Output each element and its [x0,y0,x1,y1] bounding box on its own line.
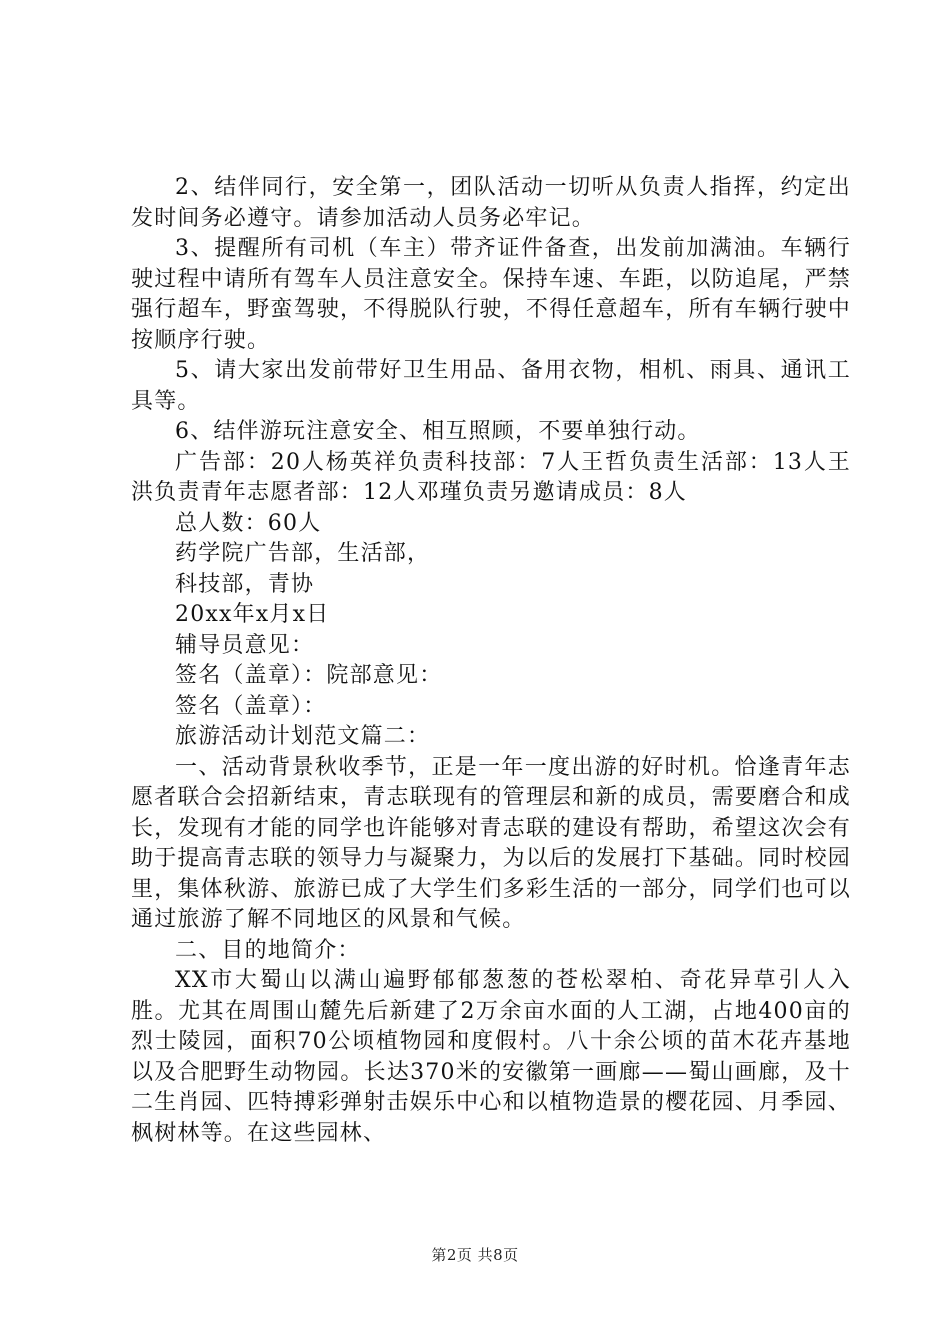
paragraph: 5、请大家出发前带好卫生用品、备用衣物，相机、雨具、通讯工具等。 [131,358,851,414]
paragraph: 一、活动背景秋收季节，正是一年一度出游的好时机。恰逢青年志愿者联合会招新结束，青志联现有的管理层和新的成员，需要磨合和成长，发现有才能的同学也许能够对青志联的建设有帮助，希望这次会有助于提高青志联的领导力与凝聚力，为以后的发展打下基础。同时校园里，集体秋游、旅游已成了大学生们多彩生活的一部分，同学们也可以通过旅游了解不同地区的风景和气候。 [131,754,851,932]
paragraph: 20xx年x月x日 [175,602,330,627]
document-body [131,173,851,1149]
paragraph: 签名（盖章）：院部意见： [175,663,443,688]
page-footer: 第2页 共8页 [431,1246,519,1264]
paragraph: 科技部，青协 [175,571,315,597]
paragraph: XX市大蜀山以满山遍野郁郁葱葱的苍松翠柏、奇花异草引人入胜。尤其在周围山麓先后新建了2万余亩水面的人工湖，占地400亩的烈士陵园，面积70公顷植物园和度假村。八十余公顷的苗木花卉基地以及合肥野生动物园。长达370米的安徽第一画廊——蜀山画廊，及十二生肖园、匹特搏彩弹射击娱乐中心和以植物造景的樱花园、月季园、枫树林等。在这些园林、 [131,968,851,1146]
paragraph: 辅导员意见： [175,632,315,658]
paragraph: 总人数：60人 [175,510,322,536]
paragraph: 6、结伴游玩注意安全、相互照顾，不要单独行动。 [175,419,701,444]
paragraph: 旅游活动计划范文篇二： [175,724,431,749]
paragraph: 3、提醒所有司机（车主）带齐证件备查，出发前加满油。车辆行驶过程中请所有驾车人员注意安全。保持车速、车距，以防追尾，严禁强行超车，野蛮驾驶，不得脱队行驶，不得任意超车，所有车辆行驶中按顺序行驶。 [131,236,851,353]
paragraph: 药学院广告部，生活部， [175,541,431,566]
paragraph: 二、目的地简介： [175,937,361,963]
paragraph: 广告部：20人杨英祥负责科技部：7人王哲负责生活部：13人王洪负责青年志愿者部：12人邓瑾负责另邀请成员：8人 [131,449,851,505]
paragraph: 签名（盖章）： [175,693,327,719]
paragraph: 2、结伴同行，安全第一，团队活动一切听从负责人指挥，约定出发时间务必遵守。请参加活动人员务必牢记。 [131,175,851,231]
